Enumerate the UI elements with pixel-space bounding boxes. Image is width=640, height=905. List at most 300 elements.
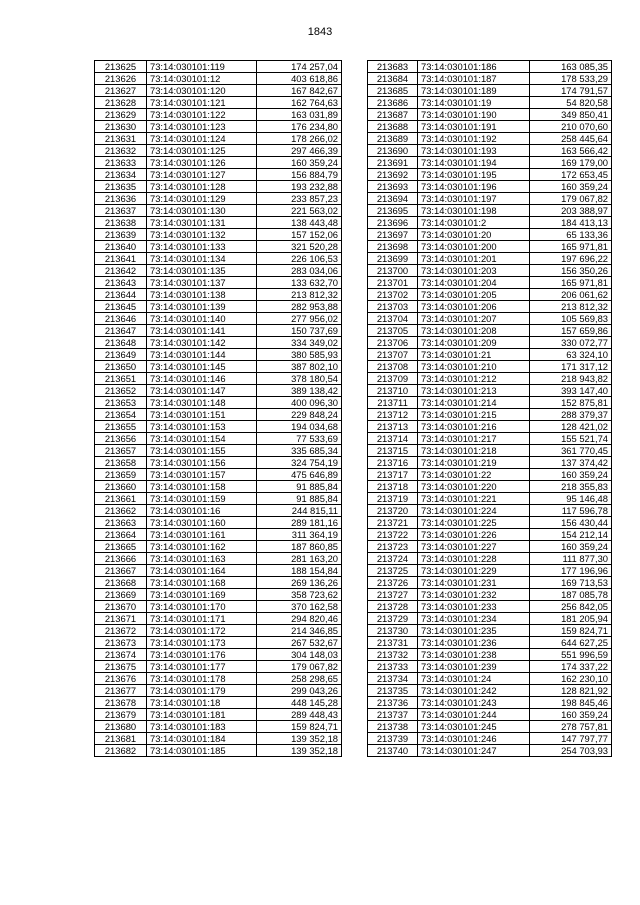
value-cell: 403 618,86 — [257, 73, 342, 85]
table-row — [368, 61, 612, 73]
table-row — [95, 169, 342, 181]
cadastral-number-cell: 73:14:030101:218 — [418, 445, 530, 457]
record-number-cell: 213677 — [95, 685, 147, 697]
cadastral-number-cell: 73:14:030101:125 — [147, 145, 257, 157]
cadastral-number-cell: 73:14:030101:145 — [147, 361, 257, 373]
cadastral-number-cell: 73:14:030101:131 — [147, 217, 257, 229]
cadastral-number-cell: 73:14:030101:215 — [418, 409, 530, 421]
table-row — [95, 193, 342, 205]
value-cell: 169 713,53 — [530, 577, 612, 589]
record-number-cell: 213733 — [368, 661, 418, 673]
record-number-cell: 213690 — [368, 145, 418, 157]
record-number-cell: 213721 — [368, 517, 418, 529]
table-row — [95, 217, 342, 229]
record-number-cell: 213732 — [368, 649, 418, 661]
table-row — [95, 541, 342, 553]
cadastral-number-cell: 73:14:030101:224 — [418, 505, 530, 517]
record-number-cell: 213696 — [368, 217, 418, 229]
value-cell: 197 696,22 — [530, 253, 612, 265]
value-cell: 226 106,53 — [257, 253, 342, 265]
record-number-cell: 213627 — [95, 85, 147, 97]
table-row — [95, 589, 342, 601]
table-row — [368, 133, 612, 145]
cadastral-number-cell: 73:14:030101:2 — [418, 217, 530, 229]
record-number-cell: 213719 — [368, 493, 418, 505]
record-number-cell: 213735 — [368, 685, 418, 697]
cadastral-number-cell: 73:14:030101:154 — [147, 433, 257, 445]
record-number-cell: 213652 — [95, 385, 147, 397]
record-number-cell: 213682 — [95, 745, 147, 757]
value-cell: 269 136,26 — [257, 577, 342, 589]
table-row — [95, 469, 342, 481]
value-cell: 281 163,20 — [257, 553, 342, 565]
record-number-cell: 213706 — [368, 337, 418, 349]
value-cell: 176 234,80 — [257, 121, 342, 133]
table-row — [95, 253, 342, 265]
cadastral-number-cell: 73:14:030101:219 — [418, 457, 530, 469]
cadastral-number-cell: 73:14:030101:214 — [418, 397, 530, 409]
value-cell: 162 764,63 — [257, 97, 342, 109]
record-number-cell: 213670 — [95, 601, 147, 613]
record-number-cell: 213712 — [368, 409, 418, 421]
cadastral-number-cell: 73:14:030101:189 — [418, 85, 530, 97]
cadastral-number-cell: 73:14:030101:185 — [147, 745, 257, 757]
cadastral-number-cell: 73:14:030101:243 — [418, 697, 530, 709]
table-row — [95, 133, 342, 145]
record-number-cell: 213674 — [95, 649, 147, 661]
value-cell: 213 812,32 — [530, 301, 612, 313]
cadastral-number-cell: 73:14:030101:229 — [418, 565, 530, 577]
record-number-cell: 213656 — [95, 433, 147, 445]
value-cell: 147 797,77 — [530, 733, 612, 745]
cadastral-number-cell: 73:14:030101:153 — [147, 421, 257, 433]
record-number-cell: 213694 — [368, 193, 418, 205]
value-cell: 378 180,54 — [257, 373, 342, 385]
cadastral-number-cell: 73:14:030101:226 — [418, 529, 530, 541]
value-cell: 156 350,26 — [530, 265, 612, 277]
cadastral-number-cell: 73:14:030101:126 — [147, 157, 257, 169]
value-cell: 154 212,14 — [530, 529, 612, 541]
table-row — [368, 697, 612, 709]
cadastral-number-cell: 73:14:030101:162 — [147, 541, 257, 553]
table-row — [95, 601, 342, 613]
table-row — [95, 397, 342, 409]
table-row — [368, 121, 612, 133]
table-row — [368, 601, 612, 613]
cadastral-number-cell: 73:14:030101:200 — [418, 241, 530, 253]
table-row — [368, 241, 612, 253]
value-cell: 214 346,85 — [257, 625, 342, 637]
value-cell: 95 146,48 — [530, 493, 612, 505]
record-number-cell: 213669 — [95, 589, 147, 601]
record-number-cell: 213722 — [368, 529, 418, 541]
cadastral-number-cell: 73:14:030101:232 — [418, 589, 530, 601]
table-row — [95, 445, 342, 457]
table-row — [368, 469, 612, 481]
cadastral-number-cell: 73:14:030101:21 — [418, 349, 530, 361]
value-cell: 187 860,85 — [257, 541, 342, 553]
cadastral-number-cell: 73:14:030101:233 — [418, 601, 530, 613]
cadastral-number-cell: 73:14:030101:169 — [147, 589, 257, 601]
table-row — [95, 565, 342, 577]
record-number-cell: 213665 — [95, 541, 147, 553]
record-number-cell: 213633 — [95, 157, 147, 169]
record-number-cell: 213653 — [95, 397, 147, 409]
cadastral-number-cell: 73:14:030101:208 — [418, 325, 530, 337]
value-cell: 380 585,93 — [257, 349, 342, 361]
table-row — [368, 145, 612, 157]
record-number-cell: 213636 — [95, 193, 147, 205]
cadastral-number-cell: 73:14:030101:242 — [418, 685, 530, 697]
value-cell: 387 802,10 — [257, 361, 342, 373]
cadastral-number-cell: 73:14:030101:227 — [418, 541, 530, 553]
cadastral-number-cell: 73:14:030101:198 — [418, 205, 530, 217]
value-cell: 644 627,25 — [530, 637, 612, 649]
cadastral-number-cell: 73:14:030101:158 — [147, 481, 257, 493]
value-cell: 111 877,30 — [530, 553, 612, 565]
record-number-cell: 213654 — [95, 409, 147, 421]
value-cell: 188 154,84 — [257, 565, 342, 577]
value-cell: 198 845,46 — [530, 697, 612, 709]
cadastral-number-cell: 73:14:030101:134 — [147, 253, 257, 265]
cadastral-number-cell: 73:14:030101:213 — [418, 385, 530, 397]
record-number-cell: 213644 — [95, 289, 147, 301]
value-cell: 475 646,89 — [257, 469, 342, 481]
cadastral-number-cell: 73:14:030101:207 — [418, 313, 530, 325]
table-row — [95, 709, 342, 721]
table-row — [368, 361, 612, 373]
value-cell: 321 520,28 — [257, 241, 342, 253]
cadastral-number-cell: 73:14:030101:195 — [418, 169, 530, 181]
record-number-cell: 213671 — [95, 613, 147, 625]
table-row — [95, 145, 342, 157]
record-number-cell: 213687 — [368, 109, 418, 121]
value-cell: 159 824,71 — [530, 625, 612, 637]
cadastral-number-cell: 73:14:030101:132 — [147, 229, 257, 241]
table-row — [95, 697, 342, 709]
cadastral-number-cell: 73:14:030101:247 — [418, 745, 530, 757]
cadastral-number-cell: 73:14:030101:212 — [418, 373, 530, 385]
value-cell: 150 737,69 — [257, 325, 342, 337]
record-number-cell: 213648 — [95, 337, 147, 349]
cadastral-number-cell: 73:14:030101:244 — [418, 709, 530, 721]
value-cell: 187 085,78 — [530, 589, 612, 601]
value-cell: 278 757,81 — [530, 721, 612, 733]
cadastral-number-cell: 73:14:030101:217 — [418, 433, 530, 445]
record-number-cell: 213658 — [95, 457, 147, 469]
cadastral-number-cell: 73:14:030101:19 — [418, 97, 530, 109]
cadastral-number-cell: 73:14:030101:184 — [147, 733, 257, 745]
value-cell: 133 632,70 — [257, 277, 342, 289]
value-cell: 179 067,82 — [530, 193, 612, 205]
table-row — [95, 745, 342, 757]
table-row — [368, 205, 612, 217]
value-cell: 210 070,60 — [530, 121, 612, 133]
value-cell: 137 374,42 — [530, 457, 612, 469]
table-row — [95, 661, 342, 673]
table-row — [368, 181, 612, 193]
value-cell: 334 349,02 — [257, 337, 342, 349]
table-row — [368, 505, 612, 517]
cadastral-number-cell: 73:14:030101:133 — [147, 241, 257, 253]
value-cell: 184 413,13 — [530, 217, 612, 229]
table-row — [95, 721, 342, 733]
value-cell: 294 820,46 — [257, 613, 342, 625]
table-row — [368, 217, 612, 229]
table-row — [368, 397, 612, 409]
record-number-cell: 213684 — [368, 73, 418, 85]
cadastral-number-cell: 73:14:030101:138 — [147, 289, 257, 301]
cadastral-number-cell: 73:14:030101:193 — [418, 145, 530, 157]
cadastral-number-cell: 73:14:030101:236 — [418, 637, 530, 649]
record-number-cell: 213642 — [95, 265, 147, 277]
cadastral-number-cell: 73:14:030101:163 — [147, 553, 257, 565]
table-row — [368, 673, 612, 685]
record-number-cell: 213715 — [368, 445, 418, 457]
record-number-cell: 213681 — [95, 733, 147, 745]
cadastral-number-cell: 73:14:030101:24 — [418, 673, 530, 685]
value-cell: 178 266,02 — [257, 133, 342, 145]
value-cell: 218 943,82 — [530, 373, 612, 385]
record-number-cell: 213666 — [95, 553, 147, 565]
table-row — [95, 73, 342, 85]
record-number-cell: 213689 — [368, 133, 418, 145]
value-cell: 163 566,42 — [530, 145, 612, 157]
table-row — [95, 409, 342, 421]
cadastral-number-cell: 73:14:030101:197 — [418, 193, 530, 205]
cadastral-number-cell: 73:14:030101:201 — [418, 253, 530, 265]
value-cell: 267 532,67 — [257, 637, 342, 649]
value-cell: 297 466,39 — [257, 145, 342, 157]
table-row — [368, 193, 612, 205]
value-cell: 157 152,06 — [257, 229, 342, 241]
table-row — [368, 637, 612, 649]
value-cell: 389 138,42 — [257, 385, 342, 397]
value-cell: 172 653,45 — [530, 169, 612, 181]
value-cell: 160 359,24 — [530, 541, 612, 553]
cadastral-number-cell: 73:14:030101:176 — [147, 649, 257, 661]
value-cell: 159 824,71 — [257, 721, 342, 733]
table-row — [368, 73, 612, 85]
table-row — [95, 421, 342, 433]
value-cell: 289 181,16 — [257, 517, 342, 529]
record-number-cell: 213705 — [368, 325, 418, 337]
record-number-cell: 213635 — [95, 181, 147, 193]
table-row — [368, 385, 612, 397]
record-number-cell: 213703 — [368, 301, 418, 313]
value-cell: 551 996,59 — [530, 649, 612, 661]
value-cell: 277 956,02 — [257, 313, 342, 325]
table-row — [368, 625, 612, 637]
value-cell: 179 067,82 — [257, 661, 342, 673]
cadastral-number-cell: 73:14:030101:192 — [418, 133, 530, 145]
value-cell: 324 754,19 — [257, 457, 342, 469]
registry-table-left — [94, 60, 342, 757]
table-row — [368, 265, 612, 277]
value-cell: 206 061,62 — [530, 289, 612, 301]
record-number-cell: 213685 — [368, 85, 418, 97]
table-row — [95, 229, 342, 241]
value-cell: 258 445,64 — [530, 133, 612, 145]
record-number-cell: 213737 — [368, 709, 418, 721]
cadastral-number-cell: 73:14:030101:168 — [147, 577, 257, 589]
value-cell: 358 723,62 — [257, 589, 342, 601]
record-number-cell: 213675 — [95, 661, 147, 673]
cadastral-number-cell: 73:14:030101:234 — [418, 613, 530, 625]
record-number-cell: 213676 — [95, 673, 147, 685]
cadastral-number-cell: 73:14:030101:170 — [147, 601, 257, 613]
record-number-cell: 213717 — [368, 469, 418, 481]
table-row — [95, 733, 342, 745]
record-number-cell: 213700 — [368, 265, 418, 277]
cadastral-number-cell: 73:14:030101:151 — [147, 409, 257, 421]
table-row — [95, 553, 342, 565]
table-row — [368, 685, 612, 697]
cadastral-number-cell: 73:14:030101:142 — [147, 337, 257, 349]
record-number-cell: 213680 — [95, 721, 147, 733]
table-row — [95, 433, 342, 445]
record-number-cell: 213673 — [95, 637, 147, 649]
cadastral-number-cell: 73:14:030101:171 — [147, 613, 257, 625]
record-number-cell: 213718 — [368, 481, 418, 493]
record-number-cell: 213657 — [95, 445, 147, 457]
value-cell: 105 569,83 — [530, 313, 612, 325]
value-cell: 361 770,45 — [530, 445, 612, 457]
cadastral-number-cell: 73:14:030101:196 — [418, 181, 530, 193]
value-cell: 157 659,86 — [530, 325, 612, 337]
table-row — [95, 97, 342, 109]
table-row — [368, 745, 612, 757]
table-row — [368, 613, 612, 625]
value-cell: 448 145,28 — [257, 697, 342, 709]
cadastral-number-cell: 73:14:030101:128 — [147, 181, 257, 193]
record-number-cell: 213726 — [368, 577, 418, 589]
value-cell: 289 448,43 — [257, 709, 342, 721]
table-row — [368, 313, 612, 325]
table-row — [368, 445, 612, 457]
table-row — [368, 565, 612, 577]
page-number: 1843 — [307, 26, 333, 38]
table-row — [95, 505, 342, 517]
cadastral-number-cell: 73:14:030101:194 — [418, 157, 530, 169]
cadastral-number-cell: 73:14:030101:148 — [147, 397, 257, 409]
record-number-cell: 213709 — [368, 373, 418, 385]
value-cell: 203 388,97 — [530, 205, 612, 217]
record-number-cell: 213734 — [368, 673, 418, 685]
table-row — [95, 313, 342, 325]
cadastral-number-cell: 73:14:030101:177 — [147, 661, 257, 673]
cadastral-number-cell: 73:14:030101:209 — [418, 337, 530, 349]
cadastral-number-cell: 73:14:030101:178 — [147, 673, 257, 685]
value-cell: 169 179,00 — [530, 157, 612, 169]
cadastral-number-cell: 73:14:030101:122 — [147, 109, 257, 121]
value-cell: 174 257,04 — [257, 61, 342, 73]
value-cell: 400 096,30 — [257, 397, 342, 409]
cadastral-number-cell: 73:14:030101:235 — [418, 625, 530, 637]
table-row — [95, 649, 342, 661]
value-cell: 299 043,26 — [257, 685, 342, 697]
record-number-cell: 213626 — [95, 73, 147, 85]
value-cell: 54 820,58 — [530, 97, 612, 109]
cadastral-number-cell: 73:14:030101:220 — [418, 481, 530, 493]
cadastral-number-cell: 73:14:030101:12 — [147, 73, 257, 85]
cadastral-number-cell: 73:14:030101:124 — [147, 133, 257, 145]
record-number-cell: 213714 — [368, 433, 418, 445]
cadastral-number-cell: 73:14:030101:172 — [147, 625, 257, 637]
record-number-cell: 213634 — [95, 169, 147, 181]
value-cell: 174 337,22 — [530, 661, 612, 673]
table-row — [368, 649, 612, 661]
cadastral-number-cell: 73:14:030101:147 — [147, 385, 257, 397]
table-row — [368, 109, 612, 121]
record-number-cell: 213727 — [368, 589, 418, 601]
record-number-cell: 213691 — [368, 157, 418, 169]
table-row — [95, 673, 342, 685]
cadastral-number-cell: 73:14:030101:144 — [147, 349, 257, 361]
record-number-cell: 213679 — [95, 709, 147, 721]
value-cell: 171 317,12 — [530, 361, 612, 373]
record-number-cell: 213662 — [95, 505, 147, 517]
value-cell: 77 533,69 — [257, 433, 342, 445]
value-cell: 330 072,77 — [530, 337, 612, 349]
table-row — [368, 169, 612, 181]
table-row — [95, 157, 342, 169]
record-number-cell: 213692 — [368, 169, 418, 181]
cadastral-number-cell: 73:14:030101:160 — [147, 517, 257, 529]
cadastral-number-cell: 73:14:030101:228 — [418, 553, 530, 565]
cadastral-number-cell: 73:14:030101:137 — [147, 277, 257, 289]
value-cell: 178 533,29 — [530, 73, 612, 85]
cadastral-number-cell: 73:14:030101:206 — [418, 301, 530, 313]
record-number-cell: 213630 — [95, 121, 147, 133]
value-cell: 155 521,74 — [530, 433, 612, 445]
record-number-cell: 213640 — [95, 241, 147, 253]
value-cell: 167 842,67 — [257, 85, 342, 97]
cadastral-number-cell: 73:14:030101:190 — [418, 109, 530, 121]
table-row — [368, 421, 612, 433]
cadastral-number-cell: 73:14:030101:173 — [147, 637, 257, 649]
table-row — [95, 625, 342, 637]
table-row — [368, 493, 612, 505]
record-number-cell: 213731 — [368, 637, 418, 649]
table-row — [95, 205, 342, 217]
record-number-cell: 213632 — [95, 145, 147, 157]
value-cell: 160 359,24 — [530, 181, 612, 193]
cadastral-number-cell: 73:14:030101:135 — [147, 265, 257, 277]
table-row — [368, 85, 612, 97]
value-cell: 213 812,32 — [257, 289, 342, 301]
record-number-cell: 213724 — [368, 553, 418, 565]
table-row — [95, 481, 342, 493]
cadastral-number-cell: 73:14:030101:161 — [147, 529, 257, 541]
cadastral-number-cell: 73:14:030101:186 — [418, 61, 530, 73]
cadastral-number-cell: 73:14:030101:246 — [418, 733, 530, 745]
record-number-cell: 213693 — [368, 181, 418, 193]
table-row — [95, 361, 342, 373]
value-cell: 335 685,34 — [257, 445, 342, 457]
value-cell: 221 563,02 — [257, 205, 342, 217]
record-number-cell: 213729 — [368, 613, 418, 625]
cadastral-number-cell: 73:14:030101:119 — [147, 61, 257, 73]
value-cell: 181 205,94 — [530, 613, 612, 625]
record-number-cell: 213678 — [95, 697, 147, 709]
record-number-cell: 213720 — [368, 505, 418, 517]
cadastral-number-cell: 73:14:030101:221 — [418, 493, 530, 505]
table-row — [368, 337, 612, 349]
record-number-cell: 213699 — [368, 253, 418, 265]
value-cell: 165 971,81 — [530, 241, 612, 253]
record-number-cell: 213695 — [368, 205, 418, 217]
